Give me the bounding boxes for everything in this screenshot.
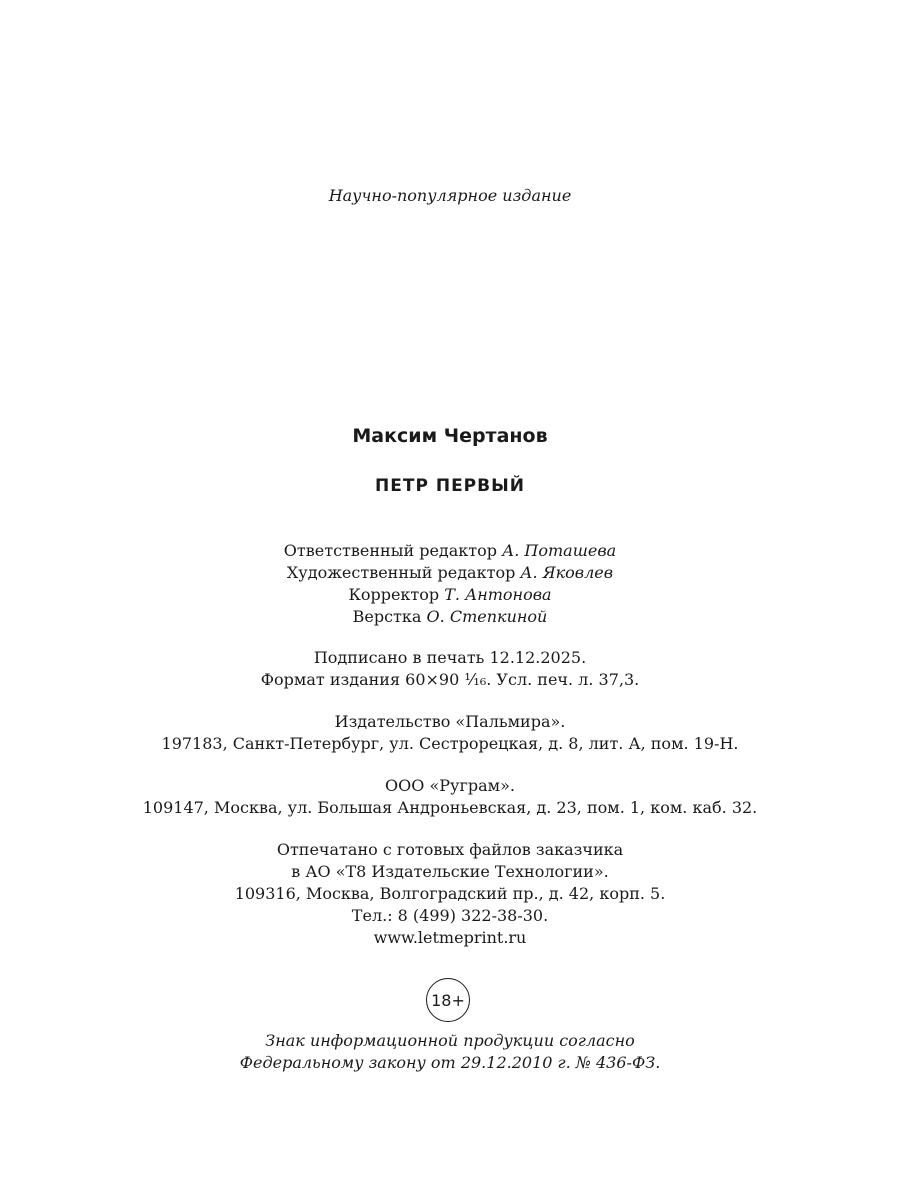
printer-line-2: в АО «Т8 Издательские Технологии». bbox=[291, 862, 609, 881]
credit-name: А. Яковлев bbox=[520, 563, 614, 582]
printer-phone: Тел.: 8 (499) 322-38-30. bbox=[351, 906, 549, 925]
edition-type: Научно-популярное издание bbox=[328, 186, 572, 205]
credit-name: Т. Антонова bbox=[444, 585, 552, 604]
printer-website[interactable]: www.letmeprint.ru bbox=[373, 928, 527, 947]
credit-role: Корректор bbox=[348, 585, 440, 604]
age-rating-note bbox=[0, 1030, 900, 1074]
credit-role: Художественный редактор bbox=[286, 563, 516, 582]
author-name: Максим Чертанов bbox=[352, 425, 548, 447]
credit-name: О. Степкиной bbox=[426, 607, 548, 626]
printer-block bbox=[0, 839, 900, 949]
printer-line-1: Отпечатано с готовых файлов заказчика bbox=[276, 840, 624, 859]
publisher-block bbox=[0, 711, 900, 755]
credit-line bbox=[0, 584, 900, 606]
copublisher-block bbox=[0, 775, 900, 819]
book-title: ПЕТР ПЕРВЫЙ bbox=[375, 476, 525, 496]
credit-name: А. Поташева bbox=[502, 541, 617, 560]
credit-line bbox=[0, 540, 900, 562]
age-note-line-2: Федеральному закону от 29.12.2010 г. № 436-ФЗ. bbox=[239, 1053, 661, 1072]
signed-date: Подписано в печать 12.12.2025. bbox=[313, 648, 587, 667]
age-rating-badge: 18+ bbox=[426, 978, 470, 1022]
edition-format: Формат издания 60×90 ¹⁄₁₆. Усл. печ. л. 37,3. bbox=[260, 670, 640, 689]
publisher-address: 197183, Санкт-Петербург, ул. Сестрорецкая, д. 8, лит. А, пом. 19-Н. bbox=[161, 734, 739, 753]
credit-line bbox=[0, 562, 900, 584]
print-info-block bbox=[0, 647, 900, 691]
credit-role: Верстка bbox=[352, 607, 422, 626]
credit-role: Ответственный редактор bbox=[283, 541, 498, 560]
credit-line bbox=[0, 606, 900, 628]
publisher-name: Издательство «Пальмира». bbox=[334, 712, 566, 731]
credits-block bbox=[0, 540, 900, 628]
copublisher-name: ООО «Руграм». bbox=[385, 776, 515, 795]
copublisher-address: 109147, Москва, ул. Большая Андроньевская, д. 23, пом. 1, ком. каб. 32. bbox=[142, 798, 758, 817]
printer-address: 109316, Москва, Волгоградский пр., д. 42, корп. 5. bbox=[234, 884, 666, 903]
age-note-line-1: Знак информационной продукции согласно bbox=[265, 1031, 635, 1050]
